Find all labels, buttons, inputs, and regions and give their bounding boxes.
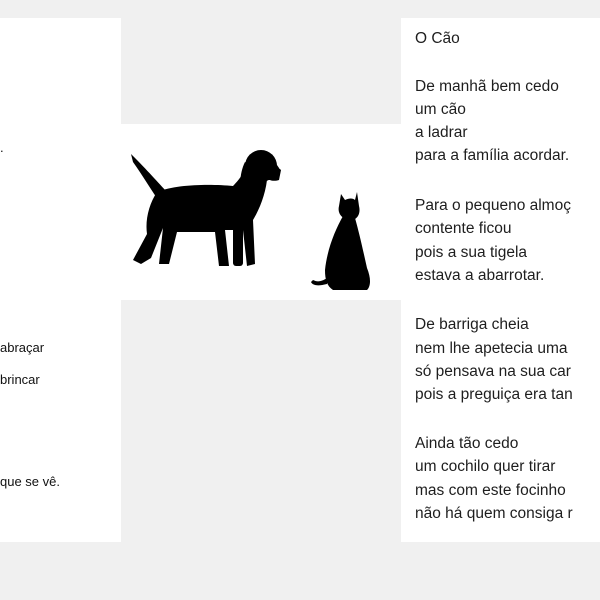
poem-line: Para o pequeno almoç bbox=[415, 197, 571, 214]
cat-silhouette-icon bbox=[311, 192, 370, 290]
poem-line: a ladrar bbox=[415, 124, 468, 141]
left-page-line: . bbox=[0, 140, 4, 155]
poem-line: pois a preguiça era tan bbox=[415, 386, 573, 403]
poem-line: para a família acordar. bbox=[415, 147, 570, 164]
left-page-line: brincar bbox=[0, 372, 40, 387]
poem-line: contente ficou bbox=[415, 220, 512, 237]
left-page-line: que se vê. bbox=[0, 474, 60, 489]
left-document-page bbox=[0, 18, 121, 542]
dog-silhouette-icon bbox=[131, 150, 281, 266]
poem-line: um cão bbox=[415, 101, 466, 118]
poem-line: só pensava na sua car bbox=[415, 363, 571, 380]
poem-document-page bbox=[401, 18, 600, 542]
poem-line: estava a abarrotar. bbox=[415, 267, 545, 284]
poem-line: um cochilo quer tirar bbox=[415, 458, 556, 475]
poem-line: pois a sua tigela bbox=[415, 244, 528, 261]
poem-line: mas com este focinho bbox=[415, 482, 566, 499]
illustration-panel bbox=[121, 124, 401, 300]
poem-title: O Cão bbox=[415, 30, 460, 47]
poem-line: Ainda tão cedo bbox=[415, 435, 519, 452]
poem-line: não há quem consiga r bbox=[415, 505, 573, 522]
left-page-line: abraçar bbox=[0, 340, 45, 355]
poem-line: De barriga cheia bbox=[415, 316, 529, 333]
poem-line: De manhã bem cedo bbox=[415, 78, 559, 95]
poem-line: nem lhe apetecia uma bbox=[415, 340, 568, 357]
